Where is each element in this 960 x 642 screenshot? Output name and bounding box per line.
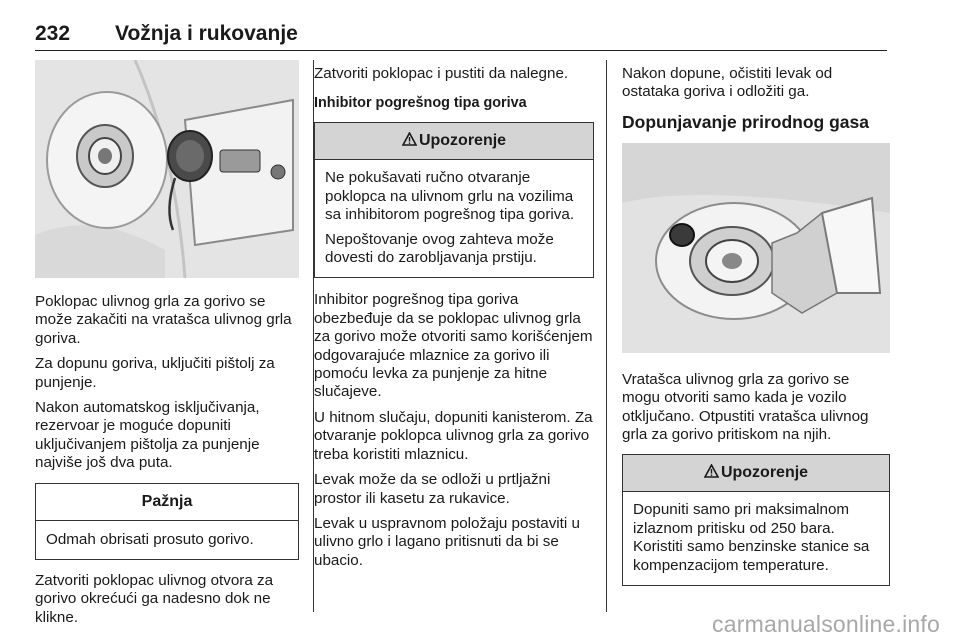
watermark: carmanualsonline.info: [712, 611, 940, 637]
paragraph: Vratašca ulivnog grla za gorivo se mogu otvoriti samo kada je vozilo otključano. Otpustiti vratašca ulivnog grla za gorivo pritiskom na njih.: [622, 370, 869, 444]
paragraph: Inhibitor pogrešnog tipa goriva obezbeđuje da se poklopac ulivnog grla za gorivo može otvoriti samo korišćenjem odgovarajuće mlaznice za gorivo ili pomoću levka za punjenje za hitne slučajeve.: [314, 291, 593, 401]
warning-box: [314, 122, 594, 278]
warning-text: Dopuniti samo pri maksimalnom izlaznom pritisku od 250 bara. Koristiti samo benzinske stanice sa kompenzacijom temperature.: [633, 501, 870, 574]
paragraph: Zatvoriti poklopac i pustiti da nalegne.: [314, 65, 569, 82]
warning-box: [622, 454, 890, 586]
warning-text: Nepoštovanje ovog zahteva može dovesti do zarobljavanja prstiju.: [325, 230, 554, 267]
warning-header: [315, 123, 593, 160]
paragraph: Za dopunu goriva, uključiti pištolj za punjenje.: [35, 355, 275, 391]
section-subheading: Inhibitor pogrešnog tipa goriva: [314, 95, 527, 112]
page-number: 232: [35, 22, 71, 45]
warning-title: Upozorenje: [720, 464, 809, 482]
section-heading: Dopunjavanje prirodnog gasa: [622, 111, 869, 132]
notice-title: Pažnja: [36, 484, 298, 521]
notice-box: [35, 483, 299, 560]
paragraph: Levak u uspravnom položaju postaviti u ulivno grlo i lagano pritisnuti da bi se ubacio.: [314, 514, 580, 569]
paragraph: U hitnom slučaju, dopuniti kanisterom. Za otvaranje poklopca ulivnog grla za gorivo treba koristiti mlaznicu.: [314, 408, 593, 463]
fuel-door-illustration: [35, 60, 299, 278]
paragraph: Nakon dopune, očistiti levak od ostataka goriva i odložiti ga.: [622, 65, 833, 101]
paragraph: Zatvoriti poklopac ulivnog otvora za gorivo okrećući ga nadesno dok ne klikne.: [35, 572, 274, 626]
notice-text: Odmah obrisati prosuto gorivo.: [46, 530, 254, 548]
warning-header: [623, 455, 889, 492]
page-title: Vožnja i rukovanje: [115, 22, 298, 45]
warning-text: Ne pokušavati ručno otvaranje poklopca na ulivnom grlu na vozilima sa inhibitorom pogrešnog tipa goriva.: [325, 169, 575, 224]
column-left: [35, 60, 299, 634]
column-divider: [606, 60, 607, 612]
gas-filler-illustration: [622, 143, 890, 353]
warning-title: Upozorenje: [418, 132, 507, 150]
column-middle: [314, 60, 594, 577]
paragraph: Nakon automatskog isključivanja, rezervoar je moguće dopuniti uključivanjem pištolja za punjenje najviše još dva puta.: [35, 399, 260, 472]
paragraph: Levak može da se odloži u prtljažni prostor ili kasetu za rukavice.: [314, 471, 551, 507]
column-right: [622, 60, 890, 596]
warning-triangle-icon: [704, 464, 719, 482]
paragraph: Poklopac ulivnog grla za gorivo se može zakačiti na vratašca ulivnog grla goriva.: [35, 293, 292, 347]
page-header: [35, 18, 887, 51]
warning-triangle-icon: [402, 132, 417, 150]
